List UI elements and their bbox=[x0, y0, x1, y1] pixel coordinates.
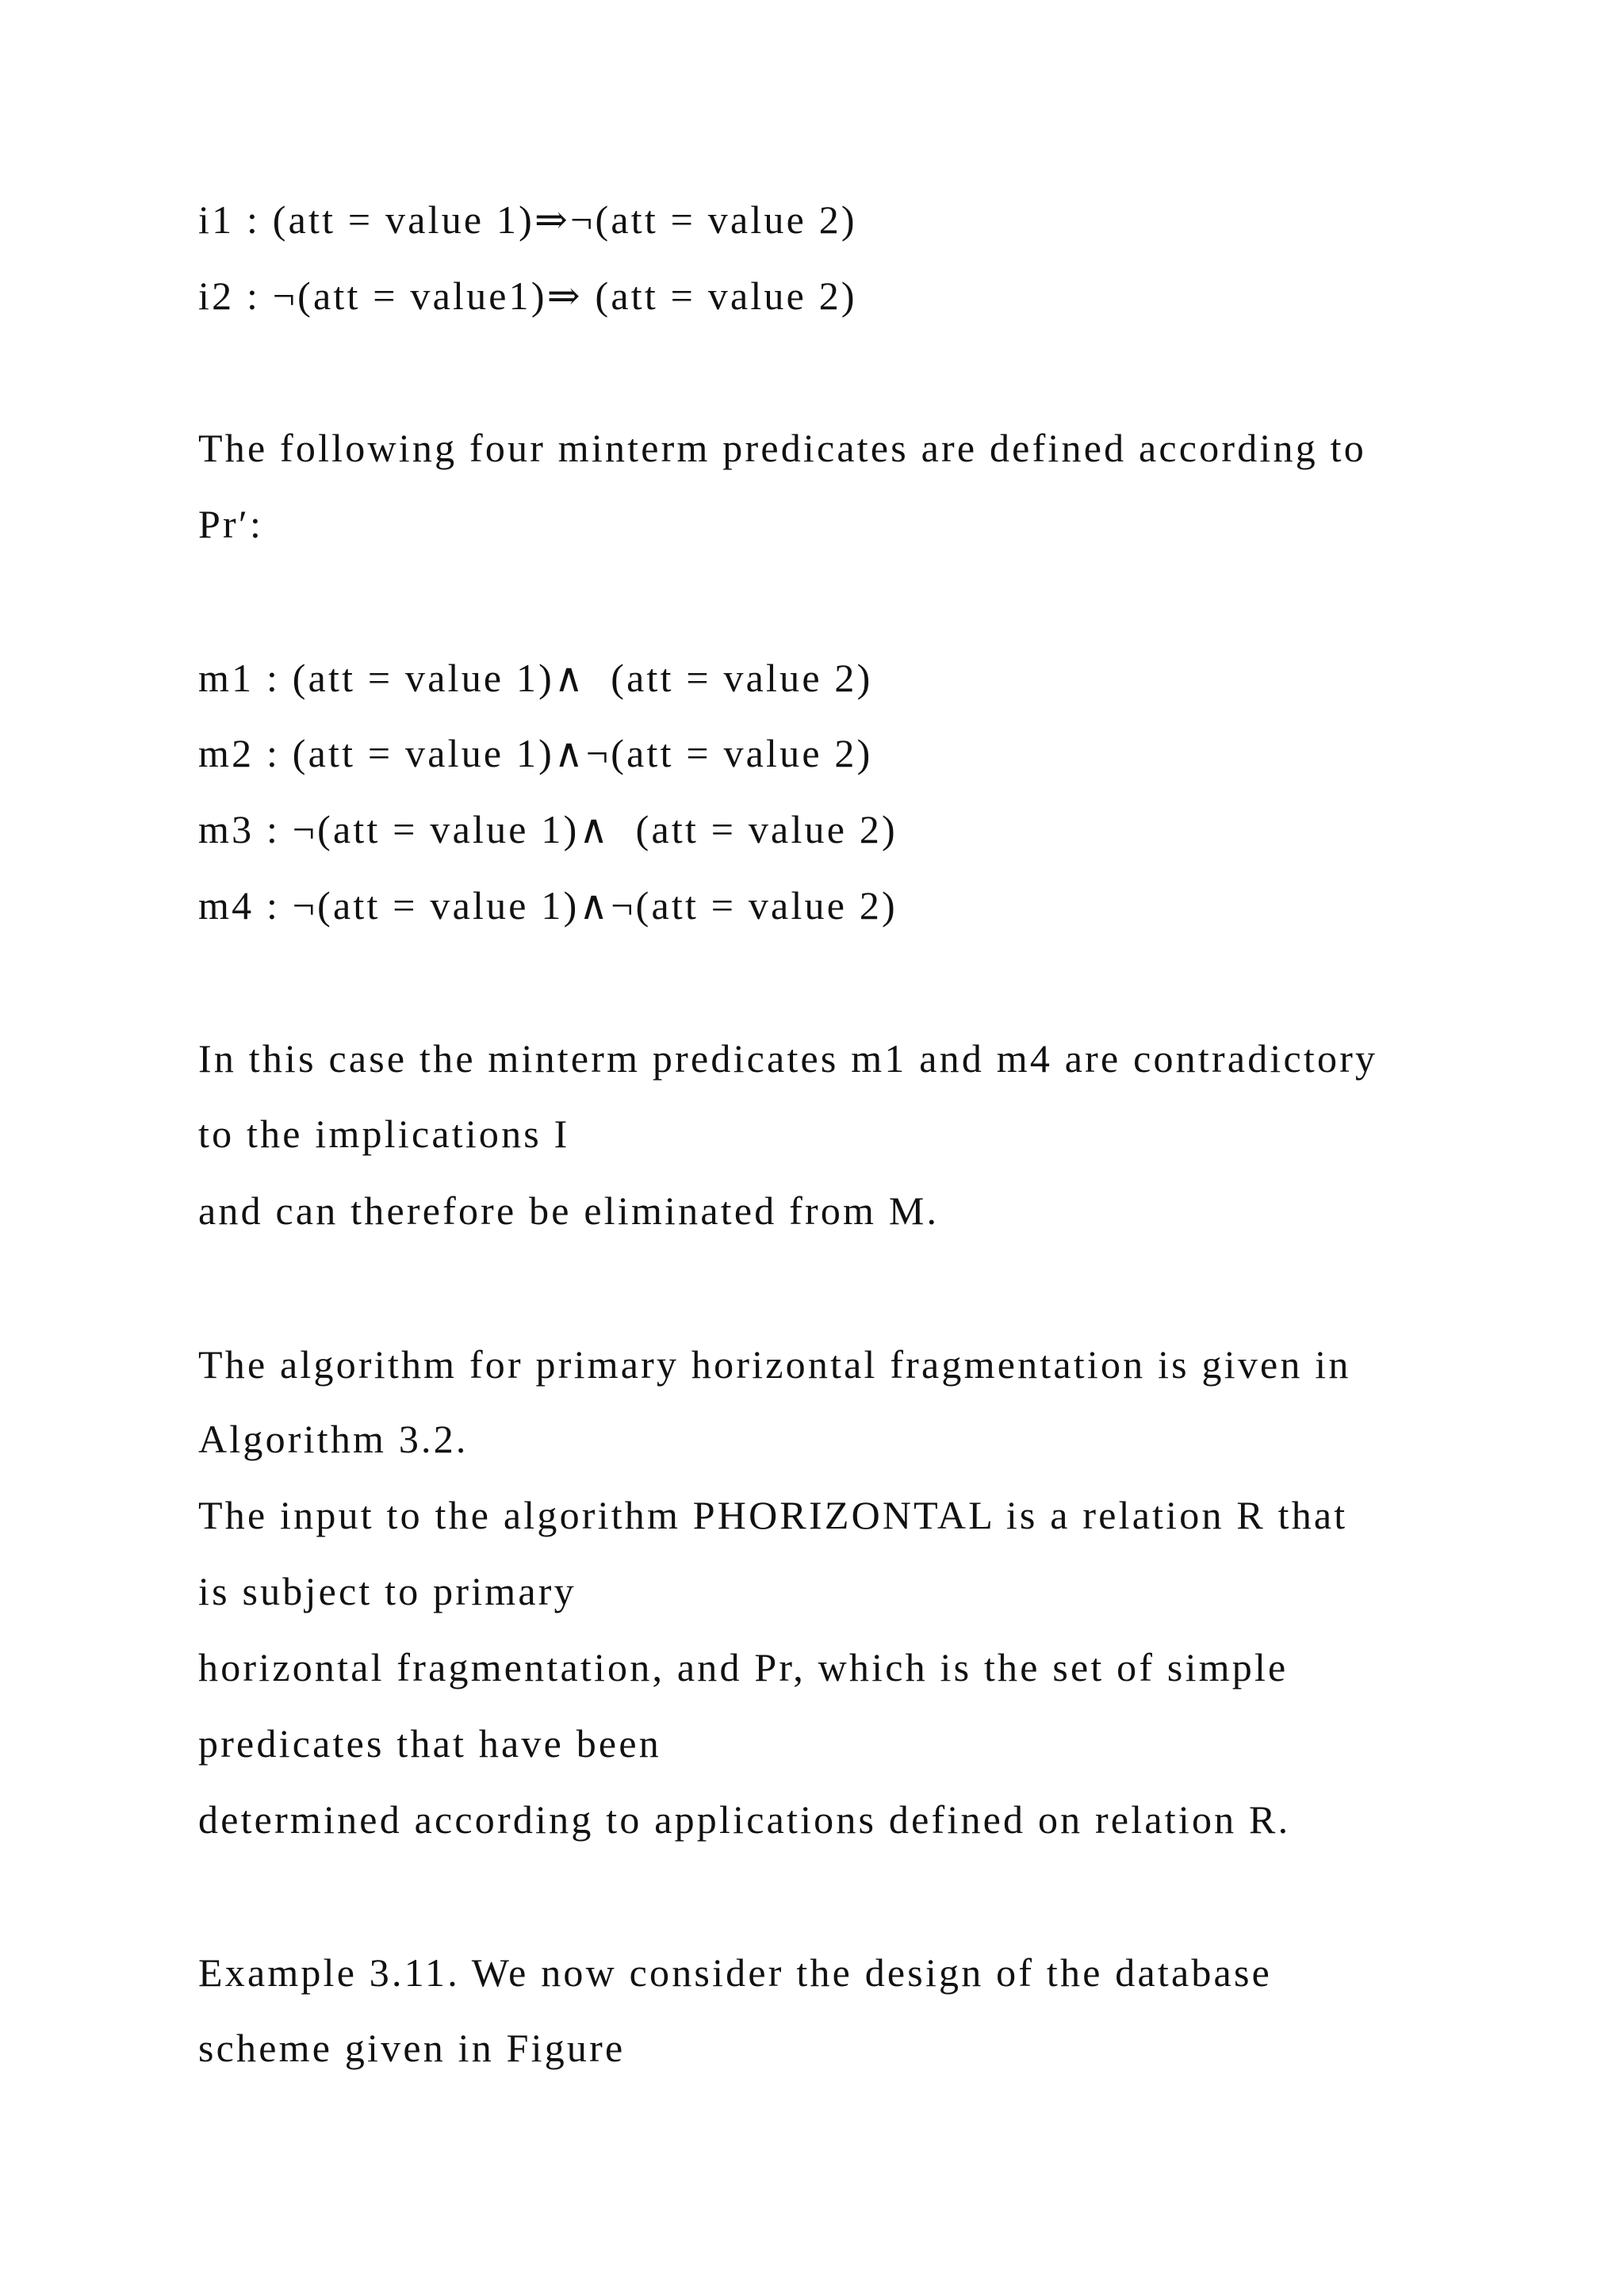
paragraph-line: determined according to applications defined on relation R. bbox=[198, 1797, 1291, 1842]
minterm-m1: m1 : (att = value 1)∧ (att = value 2) bbox=[198, 656, 873, 700]
implication-i1: i1 : (att = value 1)⇒¬(att = value 2) bbox=[198, 197, 857, 242]
example-heading-line: Example 3.11. We now consider the design of the database bbox=[198, 1950, 1273, 1995]
paragraph-line: The algorithm for primary horizontal fragmentation is given in bbox=[198, 1342, 1351, 1387]
minterm-m4: m4 : ¬(att = value 1)∧¬(att = value 2) bbox=[198, 883, 898, 928]
paragraph-line: Pr′: bbox=[198, 502, 264, 546]
paragraph-line: In this case the minterm predicates m1 and m4 are contradictory bbox=[198, 1036, 1378, 1081]
paragraph-line: horizontal fragmentation, and Pr, which is the set of simple bbox=[198, 1645, 1289, 1689]
minterm-m3: m3 : ¬(att = value 1)∧ (att = value 2) bbox=[198, 807, 898, 851]
minterm-m2: m2 : (att = value 1)∧¬(att = value 2) bbox=[198, 731, 873, 775]
paragraph-line: to the implications I bbox=[198, 1112, 570, 1156]
paragraph-line: is subject to primary bbox=[198, 1569, 576, 1613]
paragraph-line: scheme given in Figure bbox=[198, 2026, 626, 2070]
paragraph-line: Algorithm 3.2. bbox=[198, 1417, 469, 1461]
paragraph-line: The following four minterm predicates are defined according to bbox=[198, 426, 1366, 470]
paragraph-line: and can therefore be eliminated from M. bbox=[198, 1188, 940, 1233]
paragraph-line: The input to the algorithm PHORIZONTAL is a relation R that bbox=[198, 1493, 1348, 1537]
implication-i2: i2 : ¬(att = value1)⇒ (att = value 2) bbox=[198, 274, 857, 318]
paragraph-line: predicates that have been bbox=[198, 1721, 661, 1766]
